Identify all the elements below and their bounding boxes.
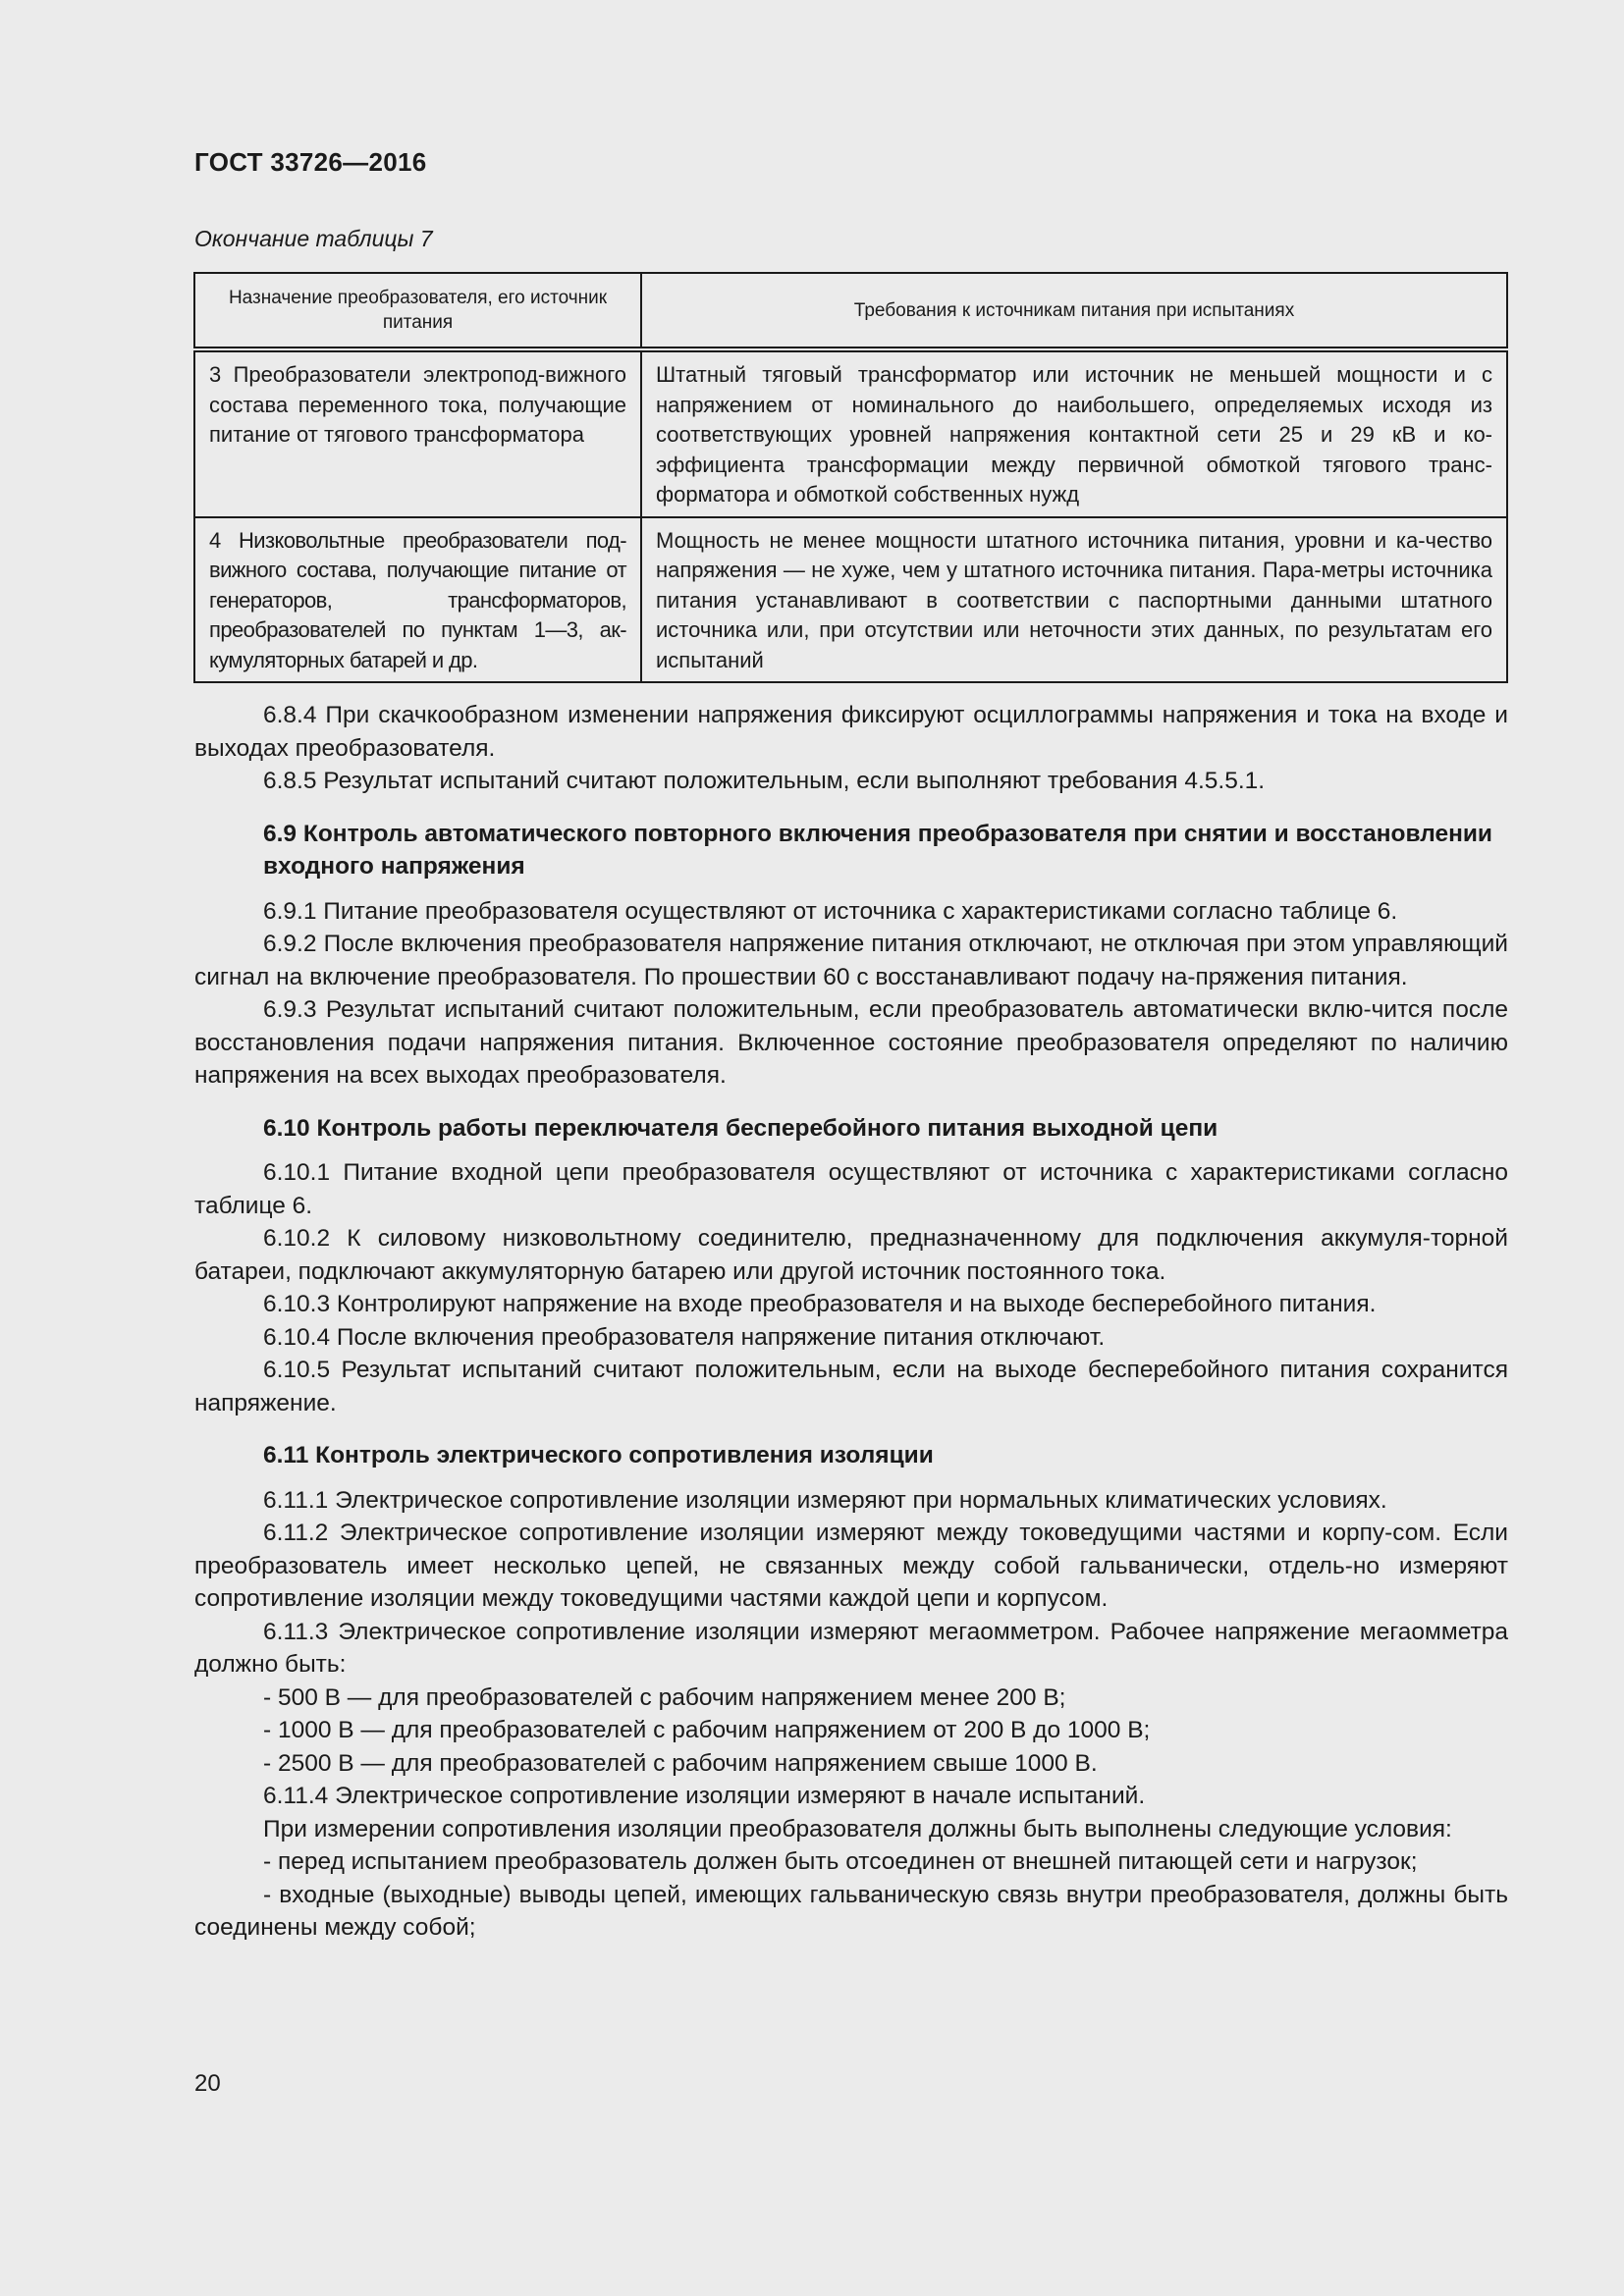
section-heading-6-11: 6.11 Контроль электрического сопротивления изоляции bbox=[263, 1442, 934, 1468]
table-cell-converter-purpose: 4 Низковольтные преобразователи под-вижного состава, получающие питание от генераторов, трансформаторов, преобразователей по пунктам 1—3, ак-кумуляторных батарей и др. bbox=[194, 517, 641, 683]
paragraph-6-10-2: 6.10.2 К силовому низковольтному соединителю, предназначенному для подключения аккумуля-торной батареи, подключают аккумуляторную батарею или другой источник постоянного тока. bbox=[194, 1225, 1508, 1285]
paragraph-6-10-5: 6.10.5 Результат испытаний считают положительным, если на выходе бесперебойного питания сохранится напряжение. bbox=[194, 1357, 1508, 1416]
power-source-requirements-table bbox=[193, 272, 1508, 683]
paragraph-6-11-3: 6.11.3 Электрическое сопротивление изоляции измеряют мегаомметром. Рабочее напряжение мегаомметра должно быть: bbox=[194, 1618, 1508, 1678]
paragraph-6-11-1: 6.11.1 Электрическое сопротивление изоляции измеряют при нормальных климатических условиях. bbox=[263, 1486, 1387, 1514]
list-item: - входные (выходные) выводы цепей, имеющих гальваническую связь внутри преобразователя, должны быть соединены между собой; bbox=[194, 1881, 1508, 1941]
section-heading-6-9: 6.9 Контроль автоматического повторного включения преобразователя при снятии и восстановлении входного напряжения bbox=[263, 820, 1492, 880]
section-heading-6-10: 6.10 Контроль работы переключателя бесперебойного питания выходной цепи bbox=[263, 1114, 1218, 1142]
column-header-power-requirements: Требования к источникам питания при испытаниях bbox=[641, 273, 1507, 349]
table-cell-power-requirements: Мощность не менее мощности штатного источника питания, уровни и ка-чество напряжения — не хуже, чем у штатного источника питания. Пара-метры источника питания устанавливают в соответствии с паспортными данными штатного источника или, при отсутствии или неточности этих данных, по результатам его испытаний bbox=[641, 517, 1507, 683]
paragraph-6-8-5: 6.8.5 Результат испытаний считают положительным, если выполняют требования 4.5.5.1. bbox=[263, 768, 1266, 794]
list-item: - перед испытанием преобразователь должен быть отсоединен от внешней питающей сети и нагрузок; bbox=[263, 1848, 1418, 1875]
table-row bbox=[194, 349, 1507, 517]
paragraph-6-10-4: 6.10.4 После включения преобразователя напряжение питания отключают. bbox=[263, 1323, 1106, 1351]
list-item: - 2500 В — для преобразователей с рабочим напряжением свыше 1000 В. bbox=[263, 1749, 1098, 1777]
document-code: ГОСТ 33726—2016 bbox=[194, 147, 427, 177]
list-item: - 500 В — для преобразователей с рабочим напряжением менее 200 В; bbox=[263, 1683, 1066, 1711]
page-number: 20 bbox=[194, 2070, 221, 2097]
paragraph-6-9-1: 6.9.1 Питание преобразователя осуществляют от источника с характеристиками согласно таблице 6. bbox=[263, 897, 1398, 925]
paragraph-6-10-1: 6.10.1 Питание входной цепи преобразователя осуществляют от источника с характеристиками согласно таблице 6. bbox=[194, 1159, 1508, 1219]
table-row bbox=[194, 517, 1507, 683]
column-header-converter-purpose: Назначение преобразователя, его источник питания bbox=[194, 273, 641, 349]
table-caption: Окончание таблицы 7 bbox=[194, 226, 433, 251]
paragraph-6-10-3: 6.10.3 Контролируют напряжение на входе преобразователя и на выходе бесперебойного питания. bbox=[263, 1291, 1377, 1317]
table-cell-power-requirements: Штатный тяговый трансформатор или источник не меньшей мощности и с напряжением от номинального до наибольшего, определяемых исходя из соответствующих уровней напряжения контактной сети 25 и 29 кВ и ко-эффициента трансформации между первичной обмоткой тягового транс-форматора и обмоткой собственных нужд bbox=[641, 349, 1507, 517]
body-text bbox=[194, 699, 1508, 1945]
table-cell-converter-purpose: 3 Преобразователи электропод-вижного состава переменного тока, получающие питание от тягового трансформатора bbox=[194, 349, 641, 517]
paragraph-6-8-4: 6.8.4 При скачкообразном изменении напряжения фиксируют осциллограммы напряжения и тока на входе и выходах преобразователя. bbox=[194, 702, 1508, 762]
paragraph-6-11-4: 6.11.4 Электрическое сопротивление изоляции измеряют в начале испытаний. bbox=[263, 1783, 1146, 1809]
list-item: - 1000 В — для преобразователей с рабочим напряжением от 200 В до 1000 В; bbox=[263, 1717, 1151, 1743]
paragraph-6-11-2: 6.11.2 Электрическое сопротивление изоляции измеряют между токоведущими частями и корпу-сом. Если преобразователь имеет несколько цепей, не связанных между собой гальванически, отдель-но измеряют сопротивление изоляции между токоведущими частями каждой цепи и корпусом. bbox=[194, 1520, 1508, 1612]
table-header-row bbox=[194, 273, 1507, 349]
paragraph-6-9-3: 6.9.3 Результат испытаний считают положительным, если преобразователь автоматически вклю-чится после восстановления подачи напряжения питания. Включенное состояние преобразователя определяют по наличию напряжения на всех выходах преобразователя. bbox=[194, 996, 1508, 1089]
paragraph-6-9-2: 6.9.2 После включения преобразователя напряжение питания отключают, не отключая при этом управляющий сигнал на включение преобразователя. По прошествии 60 с восстанавливают подачу на-пряжения питания. bbox=[194, 931, 1508, 990]
paragraph-conditions: При измерении сопротивления изоляции преобразователя должны быть выполнены следующие условия: bbox=[263, 1815, 1452, 1842]
